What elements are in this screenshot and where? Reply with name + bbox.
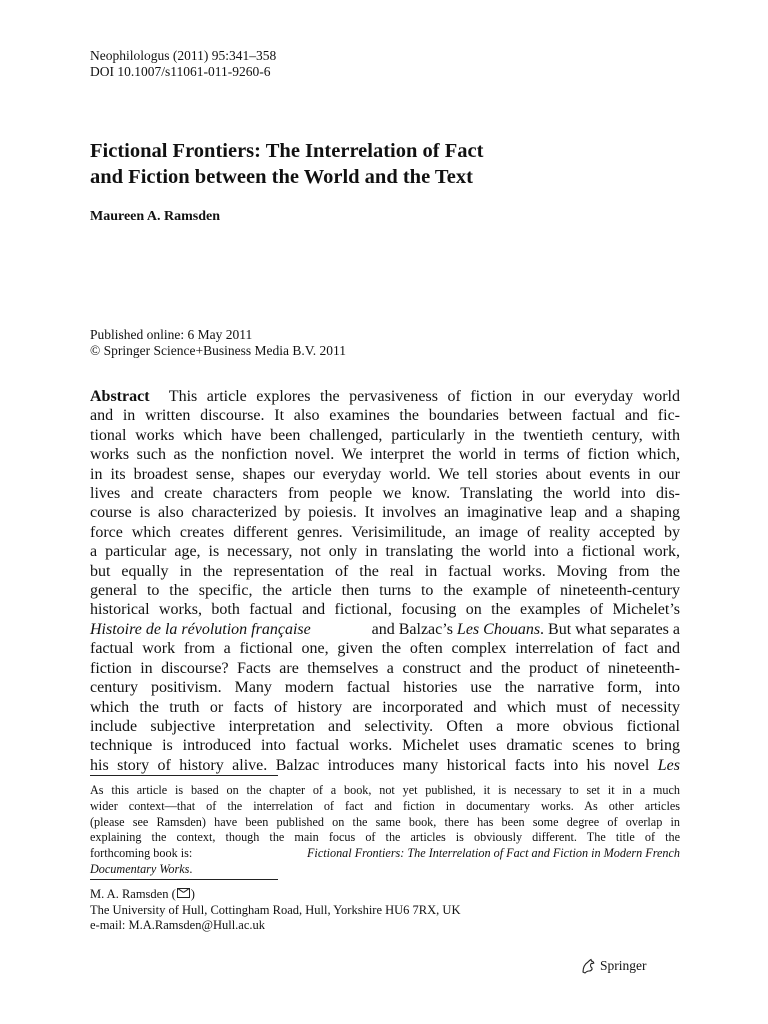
footnote-divider: [90, 775, 278, 776]
author-contact: [90, 887, 460, 934]
springer-horse-icon: [580, 958, 596, 974]
publication-info: [90, 327, 346, 359]
book-title: Fictional Frontiers: The Interrelation of Fact and Fiction in Modern French: [306, 846, 680, 861]
italic-les: Les: [657, 756, 680, 774]
footnote-line: forthcoming book is: Fictional Frontiers: The Interrelation of Fact and Fiction in Modern French: [90, 846, 680, 861]
published-date: Published online: 6 May 2011: [90, 327, 253, 342]
contact-divider: [90, 879, 278, 880]
abstract-line: tional works which have been challenged, particularly in the twentieth century, with: [90, 426, 680, 444]
abstract-line: and in written discourse. It also examines the boundaries between factual and fic-: [90, 407, 680, 425]
abstract-line: his story of history alive. Balzac introduces many historical facts into his novel Les: [90, 756, 680, 774]
contact-name: M. A. Ramsden ( ): [90, 887, 195, 901]
contact-email[interactable]: e-mail: M.A.Ramsden@Hull.ac.uk: [90, 918, 266, 933]
article-title: [90, 138, 690, 190]
abstract-line: in its broadest sense, shapes our everyday world. We tell stories about events in our: [90, 465, 680, 483]
abstract-line: include subjective interpretation and selectivity. Often a more obvious fictional: [90, 717, 680, 735]
abstract-line: fiction in discourse? Facts are themselves a construct and the product of nineteenth-: [90, 659, 680, 677]
author-name: Maureen A. Ramsden: [90, 209, 221, 224]
abstract-line: Histoire de la révolution française and Balzac’s Les Chouans . But what separates a: [90, 620, 680, 638]
italic-title-chouans: Les Chouans: [456, 620, 541, 638]
envelope-icon: [177, 888, 190, 898]
footnote-line: As this article is based on the chapter of a book, not yet published, it is necessary to set it in a much: [90, 783, 680, 797]
abstract-line: but equally in the representation of the real in factual works. Moving from the: [90, 562, 680, 580]
footnote: [90, 783, 680, 878]
footnote-line: (please see Ramsden) have been published on the same book, there has been some degree of overlap in: [90, 814, 680, 829]
springer-logo: [580, 958, 647, 974]
publisher-name: Springer: [600, 958, 647, 973]
footnote-line: explaining the context, though the main focus of the articles is obviously different. The title of the: [90, 830, 680, 845]
italic-title-histoire: Histoire de la révolution française: [90, 620, 311, 638]
title-line-2: and Fiction between the World and the Text: [90, 166, 473, 188]
abstract-line: century positivism. Many modern factual histories use the narrative form, into: [90, 679, 680, 697]
title-line-1: Fictional Frontiers: The Interrelation of Fact: [90, 140, 484, 162]
abstract-line: which the truth or facts of history are incorporated and which must of necessity: [90, 698, 680, 716]
journal-citation: Neophilologus (2011) 95:341–358: [90, 48, 277, 63]
abstract-line: course is also characterized by poiesis. It involves an imaginative leap and a shaping: [90, 504, 680, 522]
copyright: © Springer Science+Business Media B.V. 2011: [90, 343, 346, 358]
abstract-line: factual work from a fictional one, given the often complex interrelation of fact and: [90, 640, 680, 658]
book-title-cont: Documentary Works: [90, 861, 190, 876]
abstract-line: Abstract This article explores the pervasiveness of fiction in our everyday world: [90, 388, 680, 405]
abstract-line: technique is introduced into factual works. Michelet uses dramatic scenes to bring: [90, 737, 680, 755]
abstract-line: general to the specific, the article then turns to the example of nineteenth-century: [90, 582, 680, 600]
abstract-line: works such as the nonfiction novel. We interpret the world in terms of fiction which,: [90, 446, 680, 464]
abstract-label: Abstract: [90, 388, 150, 405]
footnote-line: wider context—that of the interrelation of fact and fiction in documentary works. As other articles: [90, 798, 680, 813]
abstract-line: force which creates different genres. Verisimilitude, an image of reality accepted by: [90, 523, 680, 541]
abstract-line: a particular age, is necessary, not only in translating the world into a fictional work,: [90, 543, 680, 561]
abstract-line: lives and create characters from people we know. Translating the world into dis-: [90, 485, 680, 503]
doi: DOI 10.1007/s11061-011-9260-6: [90, 64, 271, 79]
footnote-line: Documentary Works.: [90, 861, 193, 876]
abstract-line: historical works, both factual and fictional, focusing on the examples of Michelet’s: [90, 601, 680, 619]
contact-address: The University of Hull, Cottingham Road, Hull, Yorkshire HU6 7RX, UK: [90, 902, 461, 917]
abstract: [90, 387, 680, 775]
journal-header: [90, 48, 276, 80]
